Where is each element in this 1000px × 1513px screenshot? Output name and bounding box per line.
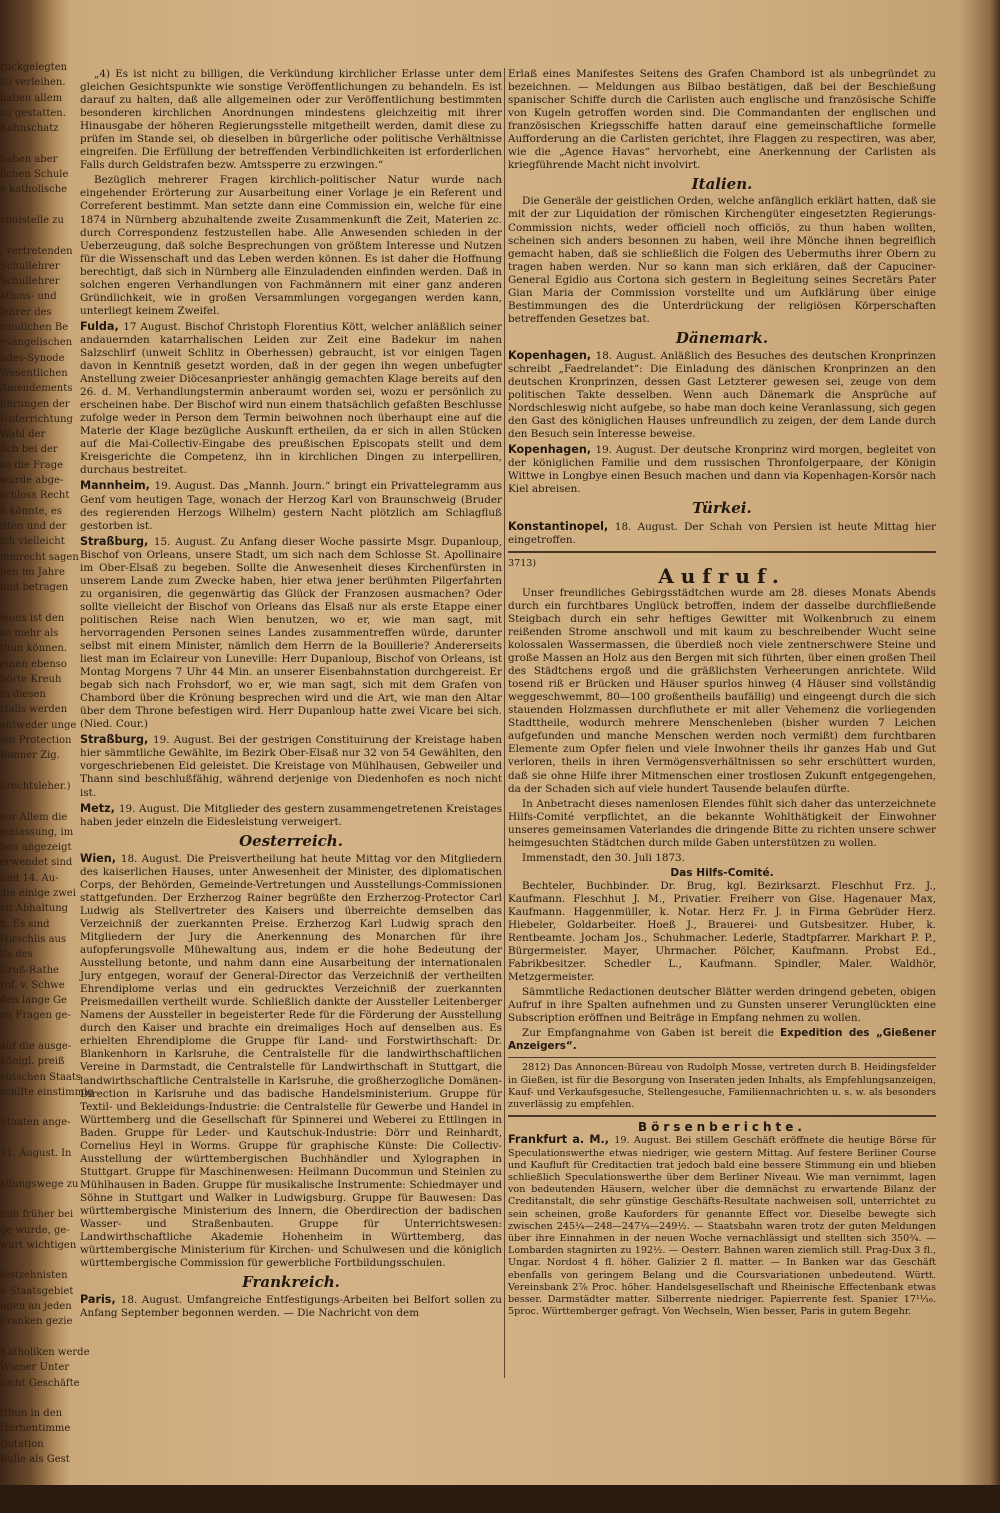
- previous-page-line: Schullehrer: [0, 260, 60, 272]
- previous-page-line: [0, 595, 58, 610]
- previous-page-line: [0, 1192, 58, 1207]
- notice-number: 3713): [508, 557, 537, 569]
- paragraph: Sämmtliche Redactionen deutscher Blätter werden dringend gebeten, obigen Aufruf in ihre Spalten aufnehmen und zu Gunsten unserer Verunglückten eine Subscription eröffnen und Beiträge in Empfang nehmen zu wollen.: [508, 986, 936, 1025]
- previous-page-line: den lange Ge: [0, 995, 67, 1007]
- previous-page-line: so die Frage: [0, 459, 64, 471]
- news-item: [80, 320, 502, 478]
- previous-page-line: urechtsleher.): [0, 780, 71, 792]
- previous-page-line: n Staatsgebiet: [0, 1285, 74, 1297]
- previous-page-line: [0, 1131, 58, 1146]
- previous-page-line: [0, 198, 58, 213]
- dateline-place: Konstantinopel,: [508, 519, 615, 533]
- previous-page-line: [0, 1467, 58, 1482]
- previous-page-line: [0, 1330, 58, 1345]
- news-text: 17 August. Bischof Christoph Florentius Kött, welcher anläßlich seiner andauernden katarrhalischen Leiden zur Zeit eine Badekur im nahen Salzschlirf (unweit Schlitz in Oberhessen) gebraucht, ist vor einigen Tagen davon in Kenntniß gesetzt worden, daß in der gegen ihn wegen unbefugter Anstellung zweier Diöcesanpriester anhängig gemachten Klage bereits auf den 26. d. M. Verhandlungstermin anberaumt worden sei, wozu er persönlich zu erscheinen habe. Der Bischof wird nun einem thatsächlich gefaßten Beschlusse zufolge weder in Person dem Termin beiwohnen noch überhaupt eine auf die Materie der Klage bezügliche Auskunft ertheilen, da er sich in allen Stücken auf die Mai-Collectiv-Eingabe des preußischen Episcopats stellt und dem Kreisgerichte die Competenz, ihn in kirchlichen Dingen zu interpelliren, durchaus bestreitet.: [80, 320, 503, 477]
- dateline-place: Wien,: [80, 851, 121, 865]
- previous-page-line: en Abhaltung: [0, 903, 69, 915]
- previous-page-line: zu gestatten.: [0, 107, 66, 119]
- notice-text: Zur Empfangnahme von Gaben ist bereit die: [522, 1027, 781, 1040]
- previous-page-line: [0, 794, 58, 809]
- dateline-place: Straßburg,: [80, 733, 154, 747]
- previous-page-line: lehrer des: [0, 306, 52, 318]
- previous-page-line: Wahl der: [0, 429, 46, 441]
- previous-page-line: ich vielleicht: [0, 536, 65, 548]
- previous-page-line: [0, 1100, 58, 1115]
- section-heading-tuerkei: Türkei.: [692, 499, 752, 518]
- news-text: 18. August. Die Preisvertheilung hat heute Mittag vor den Mitgliedern des kaiserlichen Hauses, unter Anwesenheit der Minister, des diplomatischen Corps, der Behörden, Gemeinde-Vertretungen und Ausstellungs-Commissionen stattgefunden. Der Erzherzog Rainer begrüßte den Erzherzog-Protector Carl Ludwig als Stellvertreter des Kaisers und überreichte demselben das Verzeichniß der zuerkannten Preise. Erzherzog Karl Ludwig sprach den Mitgliedern der Jury die Anerkennung des Monarchen für ihre aufopferungsvolle Mühewaltung aus, indem er die hohe Bedeutung der Ausstellung betonte, und nahm dann eine Ausarbeitung der internationalen Jury entgegen, worauf der General-Director das Verzeichniß der vertheilten Ehrendiplome verlas und ein gedrucktes Verzeichniß der zuerkannten Preismedaillen vertheilt wurde. Schließlich dankte der Aussteller Leitenberger Namens der Aussteller in begeisterter Rede für die Förderung der Ausstellung durch den Kaiser und brachte ein dreimaliges Hoch auf denselben aus. Es erhielten Ehrendiplome die Gruppe für Land- und Forstwirthschaft: Dr. Blankenhorn in Karlsruhe, die Centralstelle für die landwirthschaftlichen Vereine in Darmstadt, die Centralstelle für Landwirthschaft in Stuttgart, die landwirthschaftliche Centralstelle in Karlsruhe, die großherzogliche Domänen-Direction in Karlsruhe und das badische Handelsministerium. Gruppe für Textil- und Bekleidungs-Industrie: die Centralstelle für Gewerbe und Handel in Württemberg und die Gesellschaft für Spinnerei und Weberei zu Ettlingen in Baden. Gruppe für Leder- und Kautschuk-Industrie: Dörr und Reinhardt, Cornelius Heyl in Worms. Gruppe für graphische Künste: Die Collectiv-Ausstellung der württembergischen Buchhändler und Xylographen in Stuttgart. Gruppe für Maschinenwesen: Heilmann Ducommun und Steinlen zu Mühlhausen in Baden. Gruppe für musikalische Instrumente: Schiedmayer und Söhne in Stuttgart und Walker in Ludwigsburg. Gruppe für Bauwesen: Das württembergische Ministerium des Innern, die Oberdirection der badischen Wasser- und Straßenbauten. Gruppe für Unterrichtswesen: Landwirthschaftliche Akademie Hohenheim in Württemberg, das württembergische Ministerium für Kirchen- und Schulwesen und die königlich württembergische Commission für gewerbliche Fortbildungsschulen.: [80, 852, 502, 1270]
- previous-page-line: . vertretenden: [0, 245, 73, 257]
- previous-page-line: und 14. Au-: [0, 872, 59, 884]
- paragraph: In Anbetracht dieses namenlosen Elendes fühlt sich daher das unterzeichnete Hilfs-Comité verpflichtet, an die bekannte Wohlthätigkeit der Einwohner unseres gemeinsamen Vaterlandes die dringende Bitte zu richten unsere schwer heimgesuchten Städtchen durch milde Gaben unterstützen zu wollen.: [508, 797, 936, 849]
- divider: [508, 1115, 936, 1117]
- previous-page-line: ndes-Synode: [0, 352, 65, 364]
- previous-page-line: ge wurde, ge-: [0, 1224, 70, 1236]
- previous-page-line: Katholiken werde: [0, 1346, 90, 1358]
- previous-page-line: Wiener Unter: [0, 1362, 70, 1374]
- news-item: [80, 802, 502, 829]
- previous-page-line: Franken gezie: [0, 1316, 73, 1328]
- previous-page-line: haben aber: [0, 153, 58, 165]
- section-heading-daenemark: Dänemark.: [675, 328, 769, 347]
- dateline: Immenstadt, den 30. Juli 1873.: [522, 851, 685, 864]
- previous-page-line: Dotation: [0, 1438, 44, 1450]
- news-item: [80, 535, 502, 732]
- previous-page-line: ifs des: [0, 949, 33, 961]
- previous-page-line: Bulle als Gest: [0, 1454, 70, 1466]
- column-rule: [504, 68, 505, 1378]
- previous-page-line: fich bei der: [0, 444, 58, 456]
- previous-page-line: und betragen: [0, 582, 69, 594]
- previous-page-line: 11. August. In: [0, 1148, 72, 1160]
- previous-page-line: Kohnschatz: [0, 123, 59, 135]
- previous-page-line: eutschen Staats: [0, 1071, 82, 1083]
- news-text: 19. August. Bei der gestrigen Constituirung der Kreistage haben hier sämmtliche Gewählte, im Bezirk Ober-Elsaß nur 32 von 54 Gewählten, den vorgeschriebenen Eid geleistet. Die Kreistage von Mühlhausen, Gebweiler und Thann sind beschlußfähig, während derjenige von Diedenhofen es noch nicht ist.: [80, 734, 502, 799]
- previous-page-line: schlfte einstimmig: [0, 1086, 94, 1098]
- left-column: [80, 68, 502, 1322]
- previous-page-line: e katholische: [0, 184, 68, 196]
- section-heading-oesterreich: Oesterreich.: [239, 831, 343, 850]
- paragraph: Bezüglich mehrerer Fragen kirchlich-politischer Natur wurde nach eingehender Erörterung zur Ausarbeitung einer Vorlage je ein Referent und Correferent bestimmt. Man setzte dann eine Commission ein, welche für eine 1874 in Nürnberg abzuhaltende zweite Zusammenkunft die Zeit, Materien zc. durch Correspondenz festzustellen habe. Alle Anwesenden schieden in der Ueberzeugung, daß solche Besprechungen von größtem Interesse und Nutzen für die Wissenschaft und das Leben werden können. Es ist daher die Hoffnung berechtigt, daß sich in Nürnberg alle Einzuladenden einfinden werden. Daß in solchen engeren Verhandlungen von Fachmännern mit einer ganz anderen Gründlichkeit, wie in großen Versammlungen vorgegangen werden kann, unterliegt keinem Zweifel.: [80, 174, 502, 317]
- news-item: [508, 349, 936, 441]
- previous-page-line: en Fragen ge-: [0, 1010, 71, 1022]
- committee-members: Bechteler, Buchbinder. Dr. Brug, kgl. Bezirksarzt. Fleschhut Frz. J., Kaufmann. Fleschhut J. M., Privatier. Freiherr von Gise. Hagenauer Max, Kaufmann. Haggenmüller, k. Notar. Herz Fr. J. in Firma Gebrüder Herz. Hiebeler, Goldarbeiter. Hoeß J., Brauerei- und Gutsbesitzer. Huber, k. Rentbeamte. Jocham Jos., Schuhmacher. Lederle, Stadtpfarrer. Markhart P. P., Bürgermeister. Mayer, Uhrmacher. Pölcher, Kaufmann. Probst Ed., Fabrikbesitzer. Schedler L., Kaufmann. Spindler, Maler. Waldhör, Metzgermeister.: [508, 879, 936, 984]
- previous-page-line: zu verleihen.: [0, 77, 66, 89]
- dateline-place: Metz,: [80, 801, 119, 815]
- previous-page-line: [0, 1024, 58, 1039]
- dateline-place: Fulda,: [80, 319, 124, 333]
- previous-page-line: itten und der: [0, 520, 67, 532]
- news-item: [508, 443, 936, 496]
- previous-page-line: ien Protection: [0, 735, 72, 747]
- dateline-place: Paris,: [80, 1293, 121, 1307]
- previous-page-line: entweder unge: [0, 719, 77, 731]
- dateline-place: Frankfurt a. M.,: [508, 1133, 615, 1147]
- news-text: 19. August. Das „Mannh. Journ.“ bringt ein Privattelegramm aus Genf vom heutigen Tage, wonach der Herzog Karl von Braunschweig (Bruder des regierenden Herzogs Wilhelm) gestern Nacht plötzlich am Schlagfluß gestorben ist.: [80, 480, 502, 532]
- previous-page-line: leons ist den: [0, 612, 65, 624]
- previous-page-line: ations- und: [0, 291, 57, 303]
- previous-page-line: [0, 136, 58, 151]
- dateline-place: Straßburg,: [80, 534, 154, 548]
- boersenberichte-title: Börsenberichte.: [638, 1120, 806, 1135]
- previous-page-line: [0, 228, 58, 243]
- previous-page-line: Schullehrer: [0, 276, 60, 288]
- previous-page-line: hen angezeigt: [0, 842, 72, 854]
- news-text: 18. August. Anläßlich des Besuches des deutschen Kronprinzen schreibt „Faedrelandet“: Die Einladung des dänischen Kronprinzen an den deutschen Kronprinzen, dessen Gast Letzterer gewesen sei, zeuge von dem politischen Takte desselben. Wenn auch Dänemark die Ansprüche auf Nordschleswig nicht aufgebe, so habe man doch keine Veranlassung, sich gegen den Gast des königlichen Hauses unfreundlich zu zeigen, der dem Lande durch den Besuch sein Interesse beweise.: [508, 349, 936, 441]
- previous-page-line: lichen Schule: [0, 169, 69, 181]
- news-text: 15. August. Zu Anfang dieser Woche passirte Msgr. Dupanloup, Bischof von Orleans, unsere Stadt, um sich nach dem Schlosse St. Apollinaire im Ober-Elsaß zu begeben. Sollte die Anwesenheit dieses Kirchenfürsten in unserem Lande zum Zwecke haben, hier etwa jener berühmten Pilgerfahrten zu organisiren, die gegenwärtig das Glück der Franzosen ausmachen? Oder sollte vielleicht der Bischof von Orleans das Elsaß nur als erste Etappe einer politischen Reise nach Wien benutzen, wo er, wie man sagt, mit hervorragenden Personen seines Landes zusammentreffen würde, darunter selbst mit einem Minister, nämlich dem Herrn de la Bouillerie? Andererseits liest man im Eclaireur von Luneville: Herr Dupanloup, Bischof von Orleans, ist Montag Morgens 7 Uhr 44 Min. an unserer Eisenbahnstation durchgereist. Er begab sich nach Frohsdorf, wo er, wie man sagt, sich mit dem Grafen von Chambord über die Krönung besprechen wird und die Art, wie man den Altar über dem Throne befestigen wird. Herr Dupanloup hatte zwei Vicare bei sich. (Nied. Cour.): [80, 535, 502, 731]
- news-text: 18. August. Umfangreiche Entfestigungs-Arbeiten bei Belfort sollen zu Anfang September begonnen werden. — Die Nachricht von dem: [80, 1294, 502, 1320]
- previous-page-line: Groß-Rathe: [0, 964, 59, 976]
- previous-page-line: auf die ausge-: [0, 1041, 72, 1052]
- previous-page-line: einen ebenso: [0, 658, 67, 670]
- news-text: 19. August. Bei stillem Geschäft eröffnete die heutige Börse für Speculationswerthe etwas niedriger, wie gestern Mittag. Auf festere Berliner Course und Kaufluft für Creditactien trat jedoch bald eine bessere Stimmung ein und blieben schließlich Speculationswerthe über dem Berliner Niveau. Wie man vernimmt, lagen von bedeutenden Häusern, welcher über die demnächst zu erwartende Bilanz der Creditanstalt, die sehr günstige Geschäfts-Resultate nachweisen soll, unterrichtet zu sein scheinen, große Kauforders für genannte Effect vor. Dieselbe bewegte sich zwischen 245¼—248—247¼—249½. — Staatsbahn waren trotz der guten Meldungen über ihre Einnahmen in der neuen Woche vernachlässigt und stellten sich 350¾. — Lombarden stagnirten zu 192½. — Oesterr. Bahnen waren ziemlich still. Prag-Dux 3 fl., Ungar. Nordost 4 fl. höher. Galizier 2 fl. matter. — In Banken war das Geschäft ebenfalls von geringem Belang und die Coursvariationen unbedeutend. Württ. Vereinsbank 2⅞ Proc. höher. Handelsgesellschaft und Rheinische Effectenbank etwas besser. Darmstädter matter. Silberrente niedriger. Papierrente fest. Spanier 17¹¹⁄₁₆. 5proc. Württemberger gefragt. Von Wechseln, Wien besser, Paris in gutem Begehr.: [508, 1135, 936, 1318]
- paragraph: Unser freundliches Gebirgsstädtchen wurde am 28. dieses Monats Abends durch ein furchtbares Unglück betroffen, indem der dasselbe durchfließende Steigbach durch ein sehr heftiges Gewitter mit Wolkenbruch zu einem reißenden Strome anschwoll und mit kaum zu beschreibender Wucht seine kolossalen Wassermassen, die überdieß noch viele zentnerschwere Steine und große Massen an Holz aus den Bergen mit sich führten, über einen großen Theil des Städtchens ergoß und die gräßlichsten Verheerungen anrichtete. Wild tosend riß er Brücken und Häuser spurlos hinweg (4 Häuser sind vollständig weggeschwemmt, 80—100 großentheils baufällig) und eingeengt durch die sich stauenden Holzmassen durchfluthete er mit aller Vehemenz die vorliegenden Stadttheile, wodurch mehrere Menschenleben (bisher wurden 7 Leichen aufgefunden und manche Menschen werden noch vermißt) dem furchtbaren Elemente zum Opfer fielen und viele Inwohner theils ihr ganzes Hab und Gut verloren, theils in ihren Vermögensverhältnissen so sehr erschüttert wurden, daß sie ohne Hilfe ihrer Mitmenschen einer trostlosen Zukunft entgegengehen, da der Schaden sich auf viele hundert Tausende belaufen dürfte.: [508, 586, 936, 795]
- section-heading-italien: Italien.: [691, 175, 753, 194]
- previous-page-line: mmrecht sagen: [0, 551, 79, 563]
- previous-page-line: [0, 1391, 58, 1406]
- previous-page-line: Papftes anzune: [0, 1499, 78, 1511]
- previous-page-line: nicht Geschäfte: [0, 1377, 80, 1389]
- previous-page-line: wurde abge-: [0, 475, 64, 487]
- previous-page-line: Staaten ange-: [0, 1117, 71, 1129]
- previous-page-line: vereinigung, mit: [0, 1484, 84, 1496]
- previous-page-line: Amendements: [0, 383, 73, 395]
- previous-page-line: n könnte, es: [0, 505, 62, 517]
- previous-page-line: Hirschlis aus: [0, 933, 67, 945]
- news-item: [80, 852, 502, 1271]
- previous-page-line: Wesentlichen: [0, 367, 68, 379]
- news-text: 19. August. Der deutsche Kronprinz wird morgen, begleitet von der königlichen Familie und dem russischen Thronfolgerpaare, der Königin Wittwe in Longbye einen Besuch machen und dann via Kopenhagen-Korsör nach Kiel abreisen.: [508, 444, 936, 496]
- previous-page-line: nun früher bei: [0, 1209, 74, 1221]
- news-text: 19. August. Die Mitglieder des gestern zusammengetretenen Kreistages haben jeder einzeln die Eidesleistung verweigert.: [80, 802, 502, 828]
- paragraph: [508, 1027, 936, 1053]
- previous-page-line: die einige zwei: [0, 888, 76, 900]
- paragraph: Die Generäle der geistlichen Orden, welche anfänglich erklärt hatten, daß sie mit der zur Liquidation der römischen Kirchengüter eingesetzten Regierungs-Commission nichts, weder officiell noch officiös, zu thun haben wollten, scheinen sich anders besonnen zu haben, weil ihre Mönche ihnen begreiflich gemacht haben, daß sie schließlich die Folgen des Uebermuths ihrer Obern zu tragen haben werden. Nur so kann man sich erklären, daß der Capuciner-General Egidio aus Cortona sich gestern in Begleitung seines Secretärs Pater Gian Maria der Commission vorstellte und um Aufklärung über einige Bestimmungen des die Unterdrückung der religiösen Körperschaften betreffenden Gesetzes bat.: [508, 195, 936, 325]
- dateline-place: Kopenhagen,: [508, 348, 596, 362]
- previous-page-line: allungswege zu: [0, 1178, 79, 1190]
- committee-title: Das Hilfs-Comité.: [670, 866, 774, 879]
- news-item: [508, 520, 936, 547]
- previous-page-line: vor Allem die: [0, 811, 68, 823]
- previous-page-line: evangelischen: [0, 337, 73, 349]
- previous-page-line: chulstelle zu: [0, 214, 64, 226]
- right-column: [508, 68, 936, 1320]
- previous-page-line: Ithun in den: [0, 1408, 63, 1420]
- previous-page-line: wart wichtigen: [0, 1239, 77, 1251]
- previous-page-line: h. Es sind: [0, 918, 50, 930]
- news-text: 18. August. Der Schah von Persien ist heute Mittag hier eingetroffen.: [508, 520, 936, 546]
- paragraph: Erlaß eines Manifestes Seitens des Grafen Chambord ist als unbegründet zu bezeichnen. — Meldungen aus Bilbao bestätigen, daß bei der Beschießung spanischer Schiffe durch die Carlisten auch englische und französische Schiffe von Kugeln getroffen worden sind. Die Commandanten der englischen und französischen Kriegsschiffe hatten darauf eine gemeinschaftliche formelle Aufforderung an die Carlisten gerichtet, ihre Flaggen zu respectiren, was aber, wie die „Agence Havas“ hervorhebt, eine Anerkennung der Carlisten als kriegführende Macht nicht involvirt.: [508, 68, 936, 172]
- news-item: [80, 1293, 502, 1320]
- previous-page-line: hörte Kreuh: [0, 673, 62, 685]
- previous-page-line: rückgelegten: [0, 62, 68, 73]
- news-item: [80, 733, 502, 799]
- previous-page-line: rof. v. Schwe: [0, 979, 65, 991]
- previous-page-line: erwendet sind: [0, 857, 73, 869]
- previous-page-line: schloss Recht: [0, 490, 70, 502]
- previous-page-line: ührungen der: [0, 398, 70, 410]
- previous-page-line: rundichen Be: [0, 322, 69, 334]
- previous-page-line: hen im Jahre: [0, 566, 65, 578]
- aufruf-title: Aufruf.: [658, 563, 786, 588]
- previous-page-line: rfalls werden: [0, 704, 68, 716]
- previous-page-edge: [0, 60, 94, 1511]
- previous-page-line: so mehr als: [0, 627, 59, 639]
- previous-page-line: festzehnisten: [0, 1270, 68, 1282]
- previous-page-line: Bonner Zig.: [0, 750, 60, 762]
- previous-page-line: haben allem: [0, 92, 63, 104]
- previous-page-line: Herhentimme: [0, 1423, 71, 1435]
- news-item: [80, 479, 502, 532]
- previous-page-line: Unterrichtung: [0, 413, 73, 425]
- previous-page-line: amlassung, im: [0, 826, 74, 838]
- dateline-place: Kopenhagen,: [508, 443, 596, 457]
- previous-page-line: in diesen: [0, 689, 46, 701]
- divider: [508, 551, 936, 553]
- paragraph: „4) Es ist nicht zu billigen, die Verkündung kirchlicher Erlasse unter dem gleichen Gesichtspunkte wie sonstige Veröffentlichungen zu behandeln. Es ist darauf zu halten, daß alle allgemeinen oder zur Veröffentlichung bestimmten besonderen kirchlichen Anordnungen mindestens gleichzeitig mit ihrer Hinausgabe der höheren Regierungsstelle mitgetheilt werden, damit diese zu prüfen im Stande sei, ob dieselben in bürgerliche oder politische Verhältnisse eingreifen. Die Erfüllung der betreffenden Verbindlichkeiten ist erforderlichen Falls durch Geldstrafen bezw. Amtssperre zu erzwingen.“: [80, 68, 502, 172]
- advertisement-notice: 2812) Das Annoncen-Büreau von Rudolph Mosse, vertreten durch B. Heidingsfelder in Gießen, ist für die Besorgung von Inseraten jeden Inhalts, als Empfehlungsanzeigen, Kauf- und Verkaufsgesuche, Stellengesuche, Familiennachrichten u. s. w. als besonders zuverlässig zu empfehlen.: [508, 1062, 936, 1111]
- previous-page-line: ngen an jeden: [0, 1301, 72, 1313]
- dateline-place: Mannheim,: [80, 479, 155, 493]
- news-item: [508, 1134, 936, 1318]
- previous-page-line: [0, 1161, 58, 1176]
- divider: [508, 1057, 936, 1058]
- previous-page-line: [0, 764, 58, 779]
- expedition-name: Expedition des „Gießener Anzeigers“.: [508, 1027, 936, 1053]
- aufruf-notice: [508, 557, 936, 1054]
- previous-page-line: thun können.: [0, 643, 68, 655]
- section-heading-frankreich: Frankreich.: [242, 1273, 340, 1292]
- previous-page-line: [0, 1253, 58, 1268]
- previous-page-line: königl. preiß: [0, 1056, 65, 1068]
